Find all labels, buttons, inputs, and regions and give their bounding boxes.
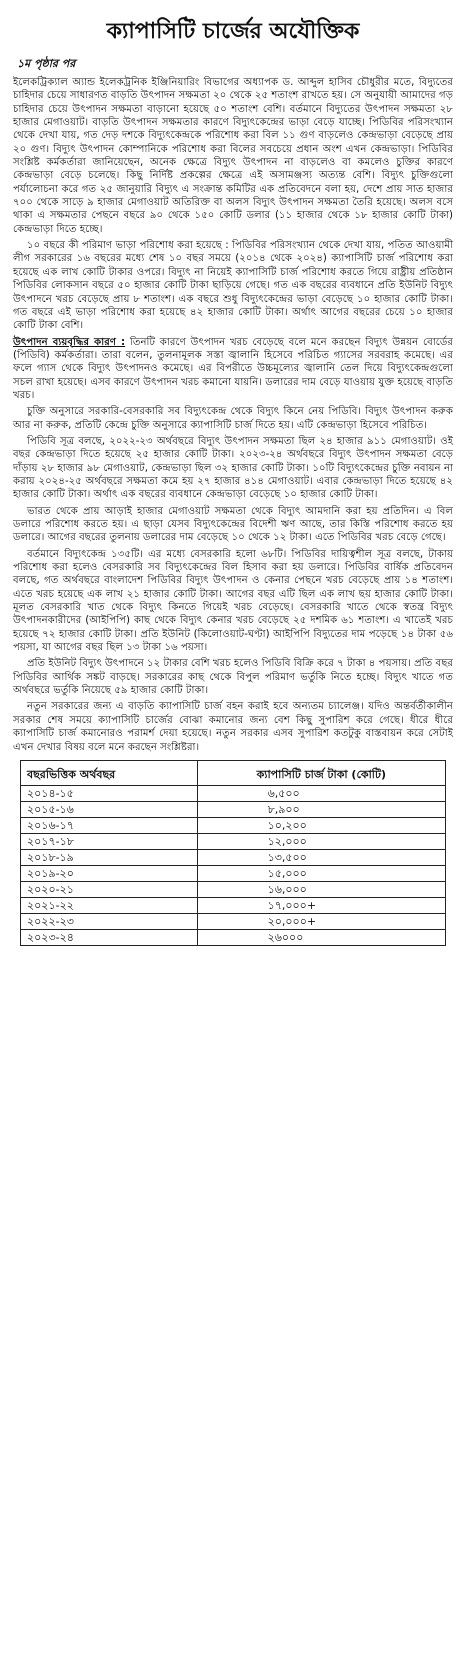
row-charge: ৮,৯০০ bbox=[197, 801, 445, 817]
table-row bbox=[21, 913, 446, 929]
row-charge: ১০,২০০ bbox=[197, 817, 445, 833]
table-row bbox=[21, 881, 446, 897]
table-row bbox=[21, 785, 446, 801]
paragraph-2: ১০ বছরে কী পরিমাণ ভাড়া পরিশোধ করা হয়েছে : পিডিবির পরিসংখ্যান থেকে দেখা যায়, পতিত আওয়ামী লীগ সরকারের ১৬ বছরের মধ্যে শেষ ১০ বছর সময়ে (২০১৪ থেকে ২০২৪) ক্যাপাসিটি চার্জ পরিশোধ করা হয়েছে এক লাখ কোটি টাকার ওপরে। বিদ্যুৎ না নিয়েই ক্যাপাসিটি চার্জ পরিশোধ করতে গিয়ে রাষ্ট্রীয় প্রতিষ্ঠান পিডিবির লোকসান বছরে ৫০ হাজার কোটি টাকা ছাড়িয়ে গেছে। গত এক বছরের ব্যবধানে প্রতি ইউনিট বিদ্যুৎ উৎপাদনে খরচ বেড়েছে প্রায় ৮ শতাংশ। এক বছরে শুধু বিদ্যুৎকেন্দ্রের ভাড়া বেড়েছে ১০ হাজার কোটি টাকা। গত বছরে এই ভাড়া পরিশোধ করা হয়েছে ৪২ হাজার কোটি টাকা। অর্থাৎ আগের বছরের চেয়ে ১০ হাজার কোটি টাকা বেশি। bbox=[13, 240, 453, 332]
paragraph-1: ইলেকট্রিক্যাল অ্যান্ড ইলেকট্রনিক ইঞ্জিনিয়ারিং বিভাগের অধ্যাপক ড. আব্দুল হাসিব চৌধুরীর মতে, বিদ্যুতের চাহিদার চেয়ে সাধারণত বাড়তি উৎপাদন সক্ষমতা ২০ থেকে ২৫ শতাংশ রাখতে হয়। সে অনুযায়ী আমাদের গড় চাহিদার চেয়ে উৎপাদন সক্ষমতা বাড়ানো হয়েছে ৫০ শতাংশ বেশি। বর্তমানে বিদ্যুতের উৎপাদন সক্ষমতা ২৮ হাজার মেগাওয়াট। বাড়তি উৎপাদন সক্ষমতার কারণে বিদ্যুৎকেন্দ্রের ভাড়া বেড়ে যাচ্ছে। পিডিবির পরিসংখ্যান থেকে দেখা যায়, গত দেড় দশকে বিদ্যুৎকেন্দ্রকে পরিশোধ করা বিল ১১ গুণ বাড়লেও কেন্দ্রভাড়া বেড়েছে প্রায় ২০ গুণ। বিদ্যুৎ উৎপাদন কোম্পানিকে পরিশোধ করা বিলের সবচেয়ে প্রধান অংশ এখন কেন্দ্রভাড়া। পিডিবির সংশ্লিষ্ট কর্মকর্তারা জানিয়েছেন, অনেক ক্ষেত্রে বিদ্যুৎ উৎপাদন না বাড়লেও বা কমলেও চুক্তির কারণে কেন্দ্রভাড়া বেড়ে চলেছে। কিছু নির্দিষ্ট প্রকল্পের ক্ষেত্রে এই অসামঞ্জস্য অত্যন্ত বেশি। বিদ্যুৎ চুক্তিগুলো পর্যালোচনা করে গত ২৫ জানুয়ারি বিদ্যুৎ এ সংক্রান্ত কমিটির এক প্রতিবেদনে বলা হয়, দেশে প্রায় সাত হাজার ৭০০ থেকে সাড়ে ৯ হাজার মেগাওয়াট অতিরিক্ত বা অলস বিদ্যুৎ উৎপাদন সক্ষমতা তৈরি হয়েছে। অলস বসে থাকা এ সক্ষমতার পেছনে বছরে ৯০ থেকে ১৫০ কোটি ডলার (১১ হাজার থেকে ১৮ হাজার কোটি টাকা) কেন্দ্রভাড়া দিতে হচ্ছে। bbox=[13, 77, 453, 235]
table-row bbox=[21, 833, 446, 849]
table-header-row bbox=[21, 760, 446, 785]
header-capacity-charge: ক্যাপাসিটি চার্জ টাকা (কোটি) bbox=[197, 760, 445, 785]
row-year: ২০২০-২১ bbox=[21, 881, 198, 897]
continued-from-label: ১ম পৃষ্ঠার পর bbox=[17, 57, 76, 70]
row-year: ২০১৭-১৮ bbox=[21, 833, 198, 849]
row-charge: ২০,০০০+ bbox=[197, 913, 445, 929]
row-charge: ১৩,৫০০ bbox=[197, 849, 445, 865]
row-charge: ৬,৫০০ bbox=[197, 785, 445, 801]
row-year: ২০২২-২৩ bbox=[21, 913, 198, 929]
row-charge: ১৫,০০০ bbox=[197, 865, 445, 881]
paragraph-4: চুক্তি অনুসারে সরকারি-বেসরকারি সব বিদ্যুৎকেন্দ্র থেকে বিদ্যুৎ কিনে নেয় পিডিবি। বিদ্যুৎ উৎপাদন করুক আর না করুক, প্রতিটি কেন্দ্রে চুক্তি অনুসারে ক্যাপাসিটি চার্জ দিতে হয়। এটি কেন্দ্রভাড়া হিসেবে পরিচিত। bbox=[13, 406, 453, 431]
capacity-charge-table bbox=[20, 760, 446, 946]
article bbox=[13, 0, 453, 946]
table-row bbox=[21, 817, 446, 833]
row-charge: ১২,০০০ bbox=[197, 833, 445, 849]
row-charge: ২৬০০০ bbox=[197, 929, 445, 945]
paragraph-8: প্রতি ইউনিট বিদ্যুৎ উৎপাদনে ১২ টাকার বেশি খরচ হলেও পিডিবি বিক্রি করে ৭ টাকা ৪ পয়সায়। প্রতি বছর পিডিবির আর্থিক সঙ্কট বাড়ছে। সরকারের কাছ থেকে বিপুল পরিমাণ ভর্তুকি নিতে হচ্ছে। বিদ্যুৎ খাতে গত অর্থবছরে ভর্তুকি নিয়েছে ৫৯ হাজার কোটি টাকা। bbox=[13, 658, 453, 697]
table-row bbox=[21, 865, 446, 881]
table-row bbox=[21, 801, 446, 817]
table-row bbox=[21, 929, 446, 945]
row-charge: ১৭,০০০+ bbox=[197, 897, 445, 913]
paragraph-3-text: তিনটি কারণে উৎপাদন খরচ বেড়েছে বলে মনে করছেন বিদ্যুৎ উন্নয়ন বোর্ডের (পিডিবি) কর্মকর্তারা। তারা বলেন, তুলনামূলক সস্তা জ্বালানি হিসেবে পরিচিত গ্যাসের সরবরাহ কমেছে। এর ফলে গ্যাস থেকে বিদ্যুৎ উৎপাদনও কমেছে। এর বিপরীতে উচ্চমূল্যের জ্বালানি তেল দিয়ে বিদ্যুৎকেন্দ্রগুলো সচল রাখা হয়েছে। এসব কারণে উৎপাদন খরচ কমানো যায়নি। ডলারের দাম বেড়ে যাওয়ায় যুক্ত হয়েছে বাড়তি খরচ। bbox=[13, 336, 453, 401]
row-year: ২০২৩-২৪ bbox=[21, 929, 198, 945]
row-year: ২০১৮-১৯ bbox=[21, 849, 198, 865]
row-charge: ১৬,০০০ bbox=[197, 881, 445, 897]
row-year: ২০২১-২২ bbox=[21, 897, 198, 913]
paragraph-3 bbox=[13, 336, 453, 403]
row-year: ২০১৪-১৫ bbox=[21, 785, 198, 801]
table-row bbox=[21, 897, 446, 913]
paragraph-7: বর্তমানে বিদ্যুৎকেন্দ্র ১৩৫টি। এর মধ্যে বেসরকারি হলো ৬৮টি। পিডিবির দায়িত্বশীল সূত্র বলছে, টাকায় পরিশোধ করা হলেও বেসরকারি সব বিদ্যুৎকেন্দ্রের বিল হিসাব করা হয় ডলারে। পিডিবির বার্ষিক প্রতিবেদন বলছে, গত অর্থবছরে বাংলাদেশ পিডিবির বিদ্যুৎ উৎপাদন ও কেনার পেছনে খরচ বেড়েছে প্রায় ১৪ শতাংশ। এতে খরচ হয়েছে এক লাখ ২১ হাজার কোটি টাকা। আগের বছর এটি ছিল এক লাখ ছয় হাজার কোটি টাকা। মূলত বেসরকারি খাত থেকে বিদ্যুৎ কিনতে গিয়েই খরচ বেড়েছে। বেসরকারি খাতে থেকে স্বতন্ত্র বিদ্যুৎ উৎপাদনকারীদের (আইপিপি) কাছ থেকে বিদ্যুৎ কেনার খরচ বেড়েছে ২৫ দশমিক ৬১ শতাংশ। এ খাতেই খরচ হয়েছে ৭২ হাজার কোটি টাকা। প্রতি ইউনিট (কিলোওয়াট-ঘণ্টা) আইপিপি বিদ্যুতের দাম পড়েছে ১৪ টাকা ৫৬ পয়সা, যা আগের বছর ছিল ১৩ টাকা ১৬ পয়সা। bbox=[13, 548, 453, 654]
table-row bbox=[21, 849, 446, 865]
row-year: ২০১৬-১৭ bbox=[21, 817, 198, 833]
header-fiscal-year: বছরভিত্তিক অর্থবছর bbox=[21, 760, 198, 785]
subheading-cost-reasons: উৎপাদন ব্যয়বৃদ্ধির কারণ : bbox=[13, 336, 126, 348]
paragraph-9: নতুন সরকারের জন্য এ বাড়তি ক্যাপাসিটি চার্জ বহন করাই হবে অন্যতম চ্যালেঞ্জ। যদিও অন্তর্বর্তীকালীন সরকার শেষ সময়ে ক্যাপাসিটি চার্জের বোঝা কমানোর জন্য বেশ কিছু সুপারিশ করে গেছে। ধীরে ধীরে ক্যাপাসিটি চার্জ কমানোরও পরামর্শ দেয়া হয়েছে। নতুন সরকার এসব সুপারিশ কতটুকু বাস্তবায়ন করে সেটাই এখন দেখার বিষয় বলে মনে করছেন সংশ্লিষ্টরা। bbox=[13, 701, 453, 753]
row-year: ২০১৫-১৬ bbox=[21, 801, 198, 817]
row-year: ২০১৯-২০ bbox=[21, 865, 198, 881]
paragraph-6: ভারত থেকে প্রায় আড়াই হাজার মেগাওয়াট সক্ষমতা থেকে বিদ্যুৎ আমদানি করা হয় প্রতিদিন। এ বিল ডলারে পরিশোধ করতে হয়। এ ছাড়া যেসব বিদ্যুৎকেন্দ্রের বিদেশী ঋণ আছে, তার কিস্তি পরিশোধ করতে হয় ডলারে। আগের বছরের তুলনায় ডলারের দাম বেড়েছে ১০ থেকে ১২ টাকা। এতে পিডিবির খরচ বেড়ে গেছে। bbox=[13, 505, 453, 544]
headline: ক্যাপাসিটি চার্জের অযৌক্তিক bbox=[106, 19, 360, 44]
paragraph-5: পিডিবি সূত্র বলছে, ২০২২-২৩ অর্থবছরে বিদ্যুৎ উৎপাদন সক্ষমতা ছিল ২৪ হাজার ৯১১ মেগাওয়াট। ওই বছর কেন্দ্রভাড়া দিতে হয়েছে ২৫ হাজার কোটি টাকা। ২০২৩-২৪ অর্থবছরে বিদ্যুৎ উৎপাদন সক্ষমতা বেড়ে দাঁড়ায় ২৮ হাজার ৯৮ মেগাওয়াট, কেন্দ্রভাড়া ছিল ৩২ হাজার কোটি টাকা। ১০টি বিদ্যুৎকেন্দ্রের চুক্তি নবায়ন না করায় ২০২৪-২৫ অর্থবছরে সক্ষমতা কমে হয় ২৭ হাজার ৪১৪ মেগাওয়াট। এবার কেন্দ্রভাড়া দিতে হয়েছে ৪২ হাজার কোটি টাকা। অর্থাৎ এক বছরের ব্যবধানে কেন্দ্রভাড়া বেড়েছে ১০ হাজার কোটি টাকা। bbox=[13, 435, 453, 501]
